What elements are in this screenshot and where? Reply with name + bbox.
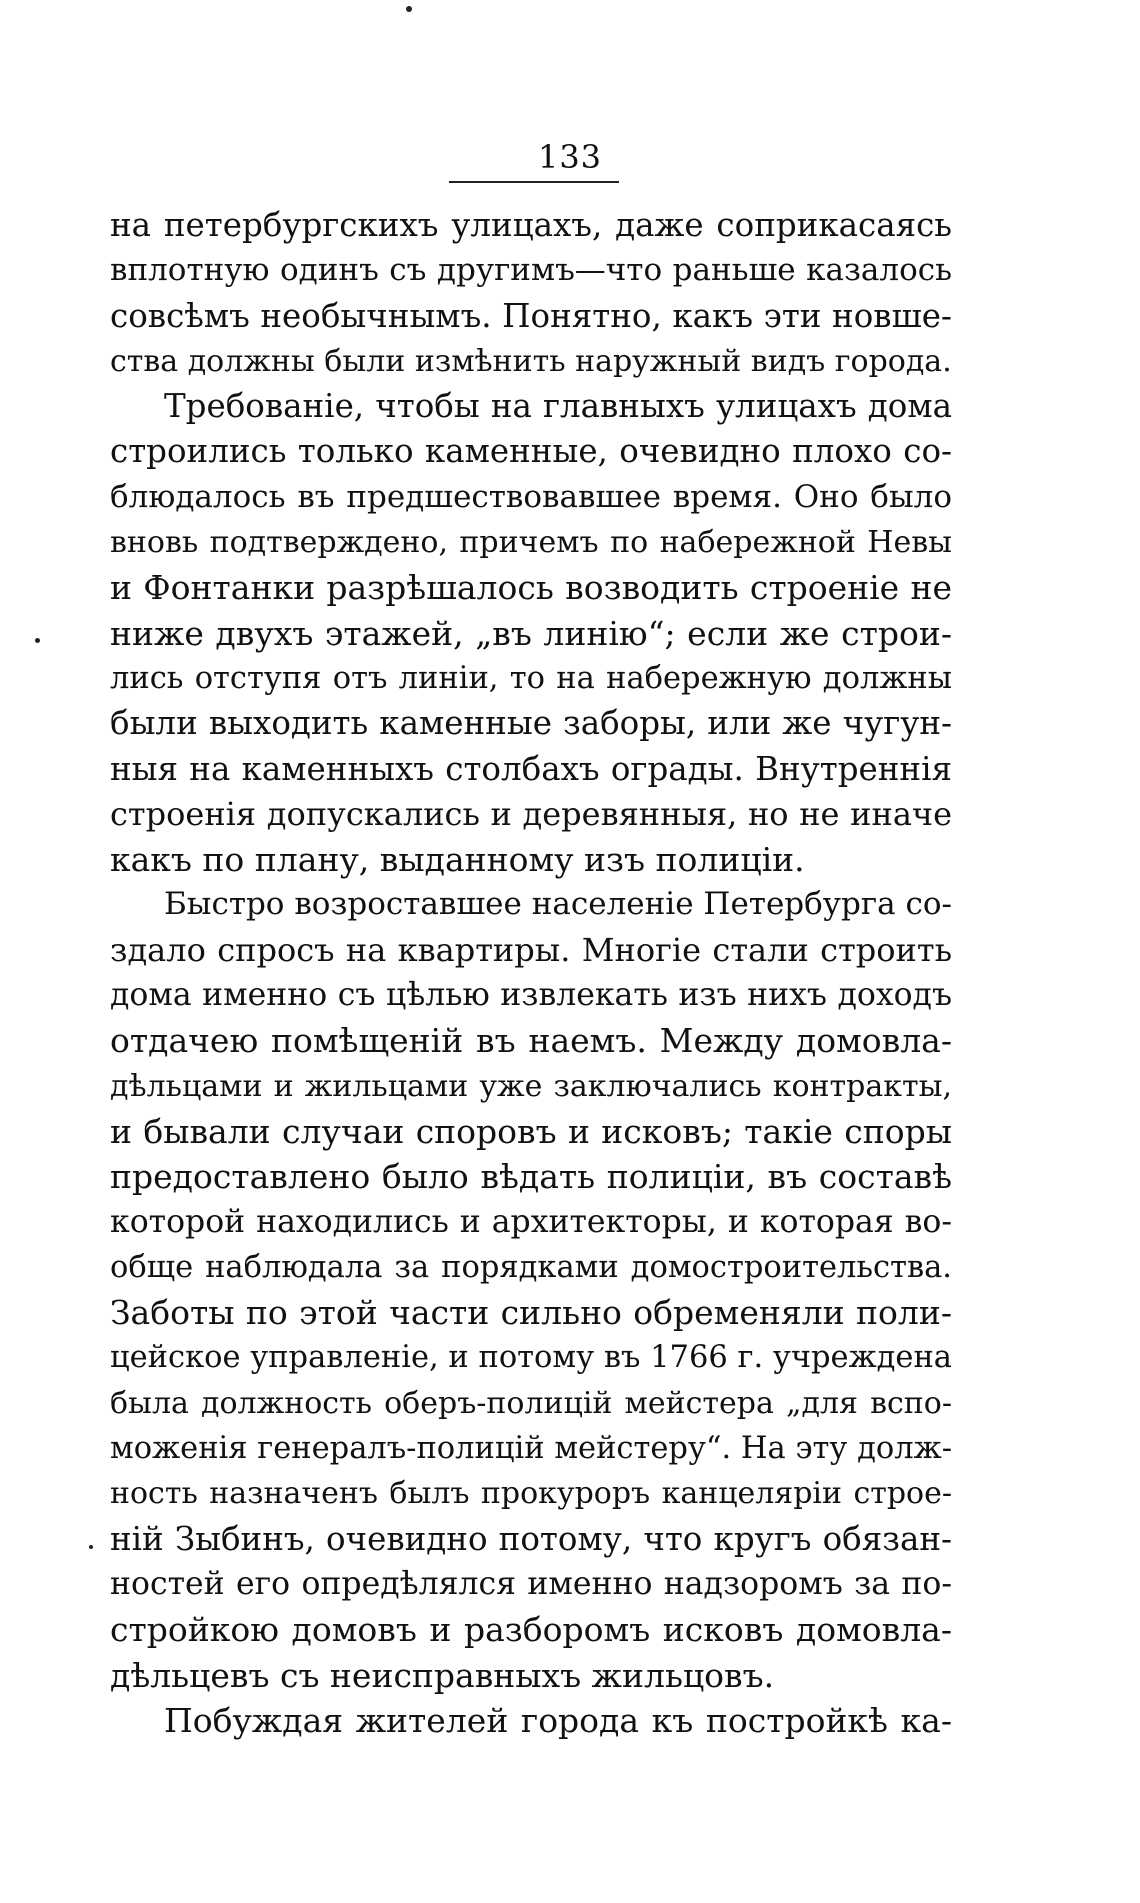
text-line: дѣльцами и жильцами уже заключались контракты, xyxy=(110,1068,952,1104)
text-line: которой находились и архитекторы, и которая во- xyxy=(110,1203,952,1240)
text-line: строенія допускались и деревянныя, но не иначе xyxy=(110,794,952,833)
print-speck xyxy=(89,1545,93,1549)
page-number: 133 xyxy=(537,138,603,176)
text-line: ній Зыбинъ, очевидно потому, что кругъ обязан- xyxy=(110,1519,952,1558)
text-line: Заботы по этой части сильно обременяли поли- xyxy=(110,1293,952,1333)
text-line: Быстро возроставшее населеніе Петербурга со- xyxy=(164,886,952,923)
text-line: дѣльцевъ съ неисправныхъ жильцовъ. xyxy=(110,1655,775,1695)
text-line: дома именно съ цѣлью извлекать изъ нихъ доходъ xyxy=(110,977,952,1014)
text-line: на петербургскихъ улицахъ, даже соприкасаясь xyxy=(110,206,952,244)
text-line: здало спросъ на квартиры. Многіе стали строить xyxy=(110,930,952,969)
text-line: моженія генералъ-полицій мейстеру“. На эту долж- xyxy=(110,1431,952,1467)
body-text xyxy=(110,203,952,1743)
text-line: стройкою домовъ и разборомъ исковъ домовла- xyxy=(110,1610,952,1650)
text-line: строились только каменные, очевидно плохо со- xyxy=(110,432,952,471)
print-speck xyxy=(35,638,40,643)
text-line: и бывали случаи споровъ и исковъ; такіе споры xyxy=(110,1111,952,1151)
text-line: ностей его опредѣлялся именно надзоромъ за по- xyxy=(110,1565,952,1602)
text-line: цейское управленіе, и потому въ 1766 г. учреждена xyxy=(110,1340,952,1376)
text-line: были выходить каменные заборы, или же чугун- xyxy=(110,704,952,743)
print-speck xyxy=(406,6,412,12)
text-line: отдачею помѣщеній въ наемъ. Между домовла- xyxy=(110,1021,952,1061)
text-line: вплотную одинъ съ другимъ—что раньше казалось xyxy=(110,252,952,289)
text-line: была должность оберъ-полицій мейстера „для вспо- xyxy=(110,1385,952,1421)
text-line: ныя на каменныхъ столбахъ ограды. Внутреннія xyxy=(110,749,952,788)
text-line: и Фонтанки разрѣшалось возводить строеніе не xyxy=(110,568,952,608)
text-line: какъ по плану, выданному изъ полиціи. xyxy=(110,840,805,880)
text-line: блюдалось въ предшествовавшее время. Оно было xyxy=(110,478,952,515)
text-line: Побуждая жителей города къ постройкѣ ка- xyxy=(164,1700,952,1740)
text-line: обще наблюдала за порядками домостроительства. xyxy=(110,1249,952,1285)
text-line: Требованіе, чтобы на главныхъ улицахъ дома xyxy=(164,387,952,426)
text-line: ниже двухъ этажей, „въ линію“; если же строи- xyxy=(110,613,952,653)
text-line: вновь подтверждено, причемъ по набережной Невы xyxy=(110,525,952,561)
text-line: предоставлено было вѣдать полиціи, въ составѣ xyxy=(110,1157,952,1197)
text-line: ность назначенъ былъ прокуроръ канцеляріи строе- xyxy=(110,1476,952,1512)
text-line: совсѣмъ необычнымъ. Понятно, какъ эти новше- xyxy=(110,296,952,335)
text-line: ства должны были измѣнить наружный видъ города. xyxy=(110,343,952,379)
text-line: лись отступя отъ линіи, то на набережную должны xyxy=(110,660,952,696)
header-rule xyxy=(449,181,619,183)
